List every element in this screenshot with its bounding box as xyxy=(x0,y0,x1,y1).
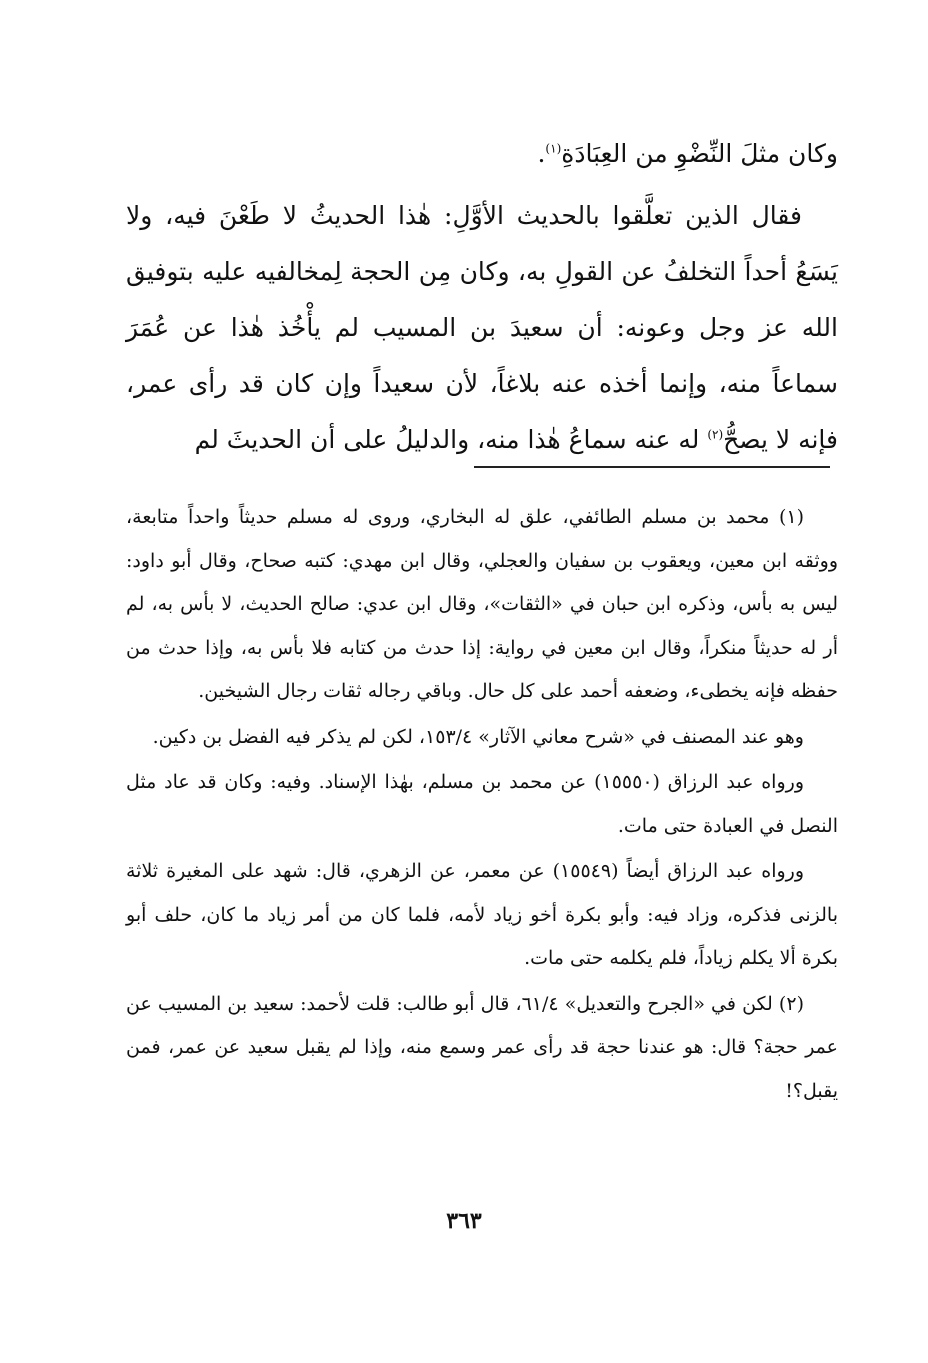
footnote-separator xyxy=(474,466,830,468)
main-paragraph-1-text: وكان مثلَ النِّضْوِ من العِبَادَةِ xyxy=(561,139,838,168)
footnote-1-paragraph-4: ورواه عبد الرزاق أيضاً (١٥٥٤٩) عن معمر، عن الزهري، قال: شهد على المغيرة ثلاثة بالزنى فذكره، وزاد فيه: وأبو بكرة أخو زياد لأمه، فلما كان من أمر زياد ما كان، حلف أبو بكرة ألا يكلم زياداً، فلم يكلمه حتى مات. xyxy=(126,860,838,969)
main-paragraph-1-end: . xyxy=(537,139,546,168)
main-paragraph-2-continuation: له عنه سماعُ هٰذا منه، والدليلُ على أن الحديثَ لم xyxy=(194,425,708,454)
main-paragraph-2 xyxy=(126,188,838,468)
footnote-2-paragraph-1: (٢) لكن في «الجرح والتعديل» ٦١/٤، قال أبو طالب: قلت لأحمد: سعيد بن المسيب عن عمر حجة؟ قال: هو عندنا حجة قد رأى عمر وسمع منه، وإذا لم يقبل سعيد عن عمر، فمن يقبل؟! xyxy=(126,992,838,1102)
footnotes xyxy=(126,496,838,1115)
footnote-1-paragraph-1: (١) محمد بن مسلم الطائفي، علق له البخاري، وروى له مسلم حديثاً واحداً متابعة، ووثقه ابن معين، ويعقوب بن سفيان والعجلي، وقال ابن مهدي: كتبه صحاح، وقال أبو داود: ليس به بأس، وذكره ابن حبان في «الثقات»، وقال ابن عدي: صالح الحديث، لا بأس به، لم أر له حديثاً منكراً، وقال ابن معين في رواية: إذا حدث من كتابه فلا بأس به، وإذا حدث من حفظه فإنه يخطىء، وضعفه أحمد على كل حال. وباقي رجاله ثقات رجال الشيخين. xyxy=(126,506,838,702)
footnote-mark-1: (١) xyxy=(545,141,562,156)
main-paragraph-2-text: فقال الذين تعلَّقوا بالحديث الأوَّلِ: هٰذا الحديثُ لا طَعْنَ فيه، ولا يَسَعُ أحداً التخلفُ عن القولِ به، وكان مِن الحجة لِمخالفيه عليه بتوفيق الله عز وجل وعونه: أن سعيدَ بن المسيب لم يأْخُذ هٰذا عن عُمَرَ سماعاً منه، وإنما أخذه عنه بلاغاً، لأن سعيداً وإن كان قد رأى عمر، فإنه لا يصحُّ xyxy=(126,201,838,454)
footnote-1-paragraph-3: ورواه عبد الرزاق (١٥٥٥٠) عن محمد بن مسلم، بهٰذا الإسناد. وفيه: وكان قد عاد مثل النصل في العبادة حتى مات. xyxy=(126,771,838,837)
main-text xyxy=(126,126,838,474)
main-paragraph-1 xyxy=(126,126,838,182)
page-number: ٣٦٣ xyxy=(446,1208,482,1234)
footnote-1-paragraph-2: وهو عند المصنف في «شرح معاني الآثار» ١٥٣/٤، لكن لم يذكر فيه الفضل بن دكين. xyxy=(152,725,804,748)
footnote-mark-2: (٢) xyxy=(707,427,724,442)
